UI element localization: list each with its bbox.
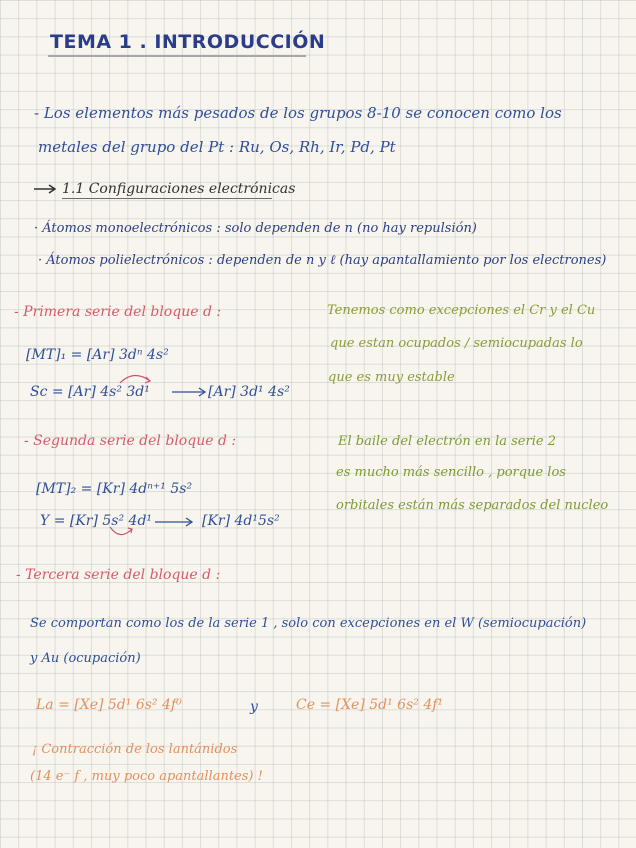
serie3-line-1: Se comportan como los de la serie 1 , solo con excepciones en el W (semiocupación) <box>30 616 587 631</box>
serie3-line-2: y Au (ocupación) <box>30 651 141 666</box>
serie2-note-3: orbitales están más separados del nucleo <box>336 498 609 513</box>
serie1-note-2: que estan ocupados / semiocupadas lo <box>330 336 583 351</box>
bullet-polielectronic: · Átomos polielectrónicos : dependen de n y ℓ (hay apantallamiento por los electrones) <box>38 253 607 268</box>
intro-line-1: - Los elementos más pesados de los grupos 8-10 se conocen como los <box>34 104 562 122</box>
title-underline <box>48 55 306 57</box>
bullet-monoelectronic: · Átomos monoelectrónicos : solo dependen de n (no hay repulsión) <box>34 221 477 236</box>
serie2-formula-y-result: [Kr] 4d¹5s² <box>202 513 280 529</box>
serie2-formula-general: [MT]₂ = [Kr] 4dⁿ⁺¹ 5s² <box>36 481 193 497</box>
page-title: TEMA 1 . INTRODUCCIÓN <box>50 31 326 53</box>
intro-line-2: metales del grupo del Pt : Ru, Os, Rh, Ir, Pd, Pt <box>38 138 396 156</box>
ce-configuration: Ce = [Xe] 5d¹ 6s² 4f¹ <box>296 697 444 713</box>
serie2-note-2: es mucho más sencillo , porque los <box>336 465 566 480</box>
y-electron-jump-icon <box>108 525 136 539</box>
sc-arrow-icon <box>172 387 208 397</box>
contraction-line-1: ¡ Contracción de los lantánidos <box>32 742 238 757</box>
serie1-note-3: que es muy estable <box>328 370 455 385</box>
contraction-line-2: (14 e⁻ f , muy poco apantallantes) ! <box>30 769 263 784</box>
conjunction-y: y <box>250 699 258 715</box>
serie3-heading: - Tercera serie del bloque d : <box>16 567 221 583</box>
sc-electron-jump-icon <box>116 371 156 385</box>
serie1-formula-general: [MT]₁ = [Ar] 3dⁿ 4s² <box>26 347 169 363</box>
serie1-formula-sc: Sc = [Ar] 4s² 3d¹ <box>30 384 150 400</box>
la-configuration: La = [Xe] 5d¹ 6s² 4f⁰ <box>36 697 182 713</box>
serie1-formula-sc-result: [Ar] 3d¹ 4s² <box>208 384 290 400</box>
serie1-heading: - Primera serie del bloque d : <box>14 304 222 320</box>
serie1-note-1: Tenemos como excepciones el Cr y el Cu <box>327 303 596 318</box>
section-arrow-icon <box>34 184 58 194</box>
serie2-note-1: El baile del electrón en la serie 2 <box>338 434 556 449</box>
serie2-formula-y: Y = [Kr] 5s² 4d¹ <box>40 513 153 529</box>
serie2-heading: - Segunda serie del bloque d : <box>24 433 237 449</box>
section-heading: 1.1 Configuraciones electrónicas <box>62 181 296 197</box>
y-arrow-icon <box>155 517 195 527</box>
section-underline <box>62 198 272 199</box>
